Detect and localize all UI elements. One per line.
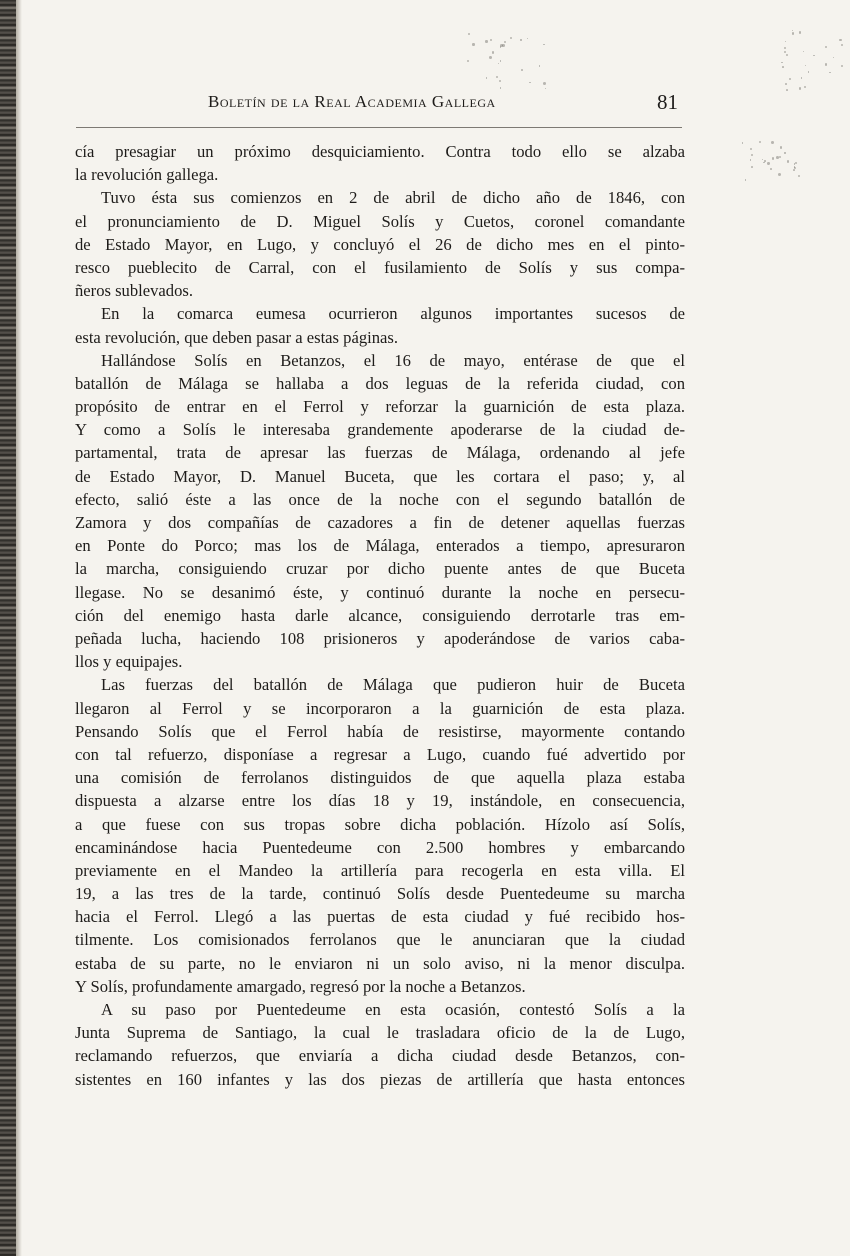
text-line: de Estado Mayor, D. Manuel Buceta, que les cortara el paso; y, al [75,466,685,486]
text-line: el pronunciamiento de D. Miguel Solís y Cuetos, coronel comandante [75,211,685,231]
scan-speckle [795,162,798,165]
scan-binding-shadow [16,0,22,1256]
scan-speckle [780,146,783,149]
text-line: ñeros sublevados. [75,281,193,301]
scan-speckle [500,87,501,88]
scan-speckle [772,157,775,160]
scan-speckle [808,71,809,72]
text-line: peñada lucha, haciendo 108 prisioneros y apoderándose de varios caba- [75,628,685,648]
scan-speckle [467,60,469,62]
scan-speckle [825,63,827,65]
page-number: 81 [657,90,678,114]
scan-speckle [786,89,788,91]
text-line: estaba de su parte, no le enviaron ni un solo aviso, ni la menor disculpa. [75,953,685,973]
scan-speckle [767,162,769,164]
scan-speckle [485,40,487,42]
text-line: a que fuese con sus tropas sobre dicha población. Hízolo así Solís, [75,814,685,834]
text-line: encaminándose hacia Puentedeume con 2.500 hombres y embarcando [75,837,685,857]
text-line: cía presagiar un próximo desquiciamiento. Contra todo ello se alzaba [75,142,685,161]
scan-speckle [784,152,785,153]
scan-speckle [496,76,498,78]
scan-speckle [801,77,802,78]
text-line: resco pueblecito de Carral, con el fusilamiento de Solís y sus compa- [75,257,685,277]
scan-binding-edge [0,0,16,1256]
scan-speckle [486,77,488,79]
scan-speckle [839,39,842,42]
scan-speckle [543,82,546,85]
scan-speckle [841,65,843,67]
scan-speckle [798,175,800,177]
scan-speckle [793,169,795,171]
scan-speckle [786,54,788,56]
scan-speckle [759,141,761,143]
scan-speckle [825,46,827,48]
scan-speckle [492,51,495,54]
scan-speckle [539,65,540,66]
scan-speckle [543,44,544,45]
scan-speckle [803,51,804,52]
text-line: previamente en el Mandeo la artillería para recogerla en esta villa. El [75,860,685,880]
scan-speckle [502,44,505,47]
scan-speckle [805,65,806,66]
text-line: A su paso por Puentedeume en esta ocasión, contestó Solís a la [101,1000,685,1020]
text-line: ción del enemigo hasta darle alcance, consiguiendo derrotarle tras em- [75,605,685,625]
scan-speckle [742,142,744,144]
scan-speckle [468,33,470,35]
scan-speckle [489,56,492,59]
scan-speckle [751,166,753,168]
scan-speckle [792,30,793,31]
scan-speckle [778,173,781,176]
scan-speckle [799,87,801,89]
scan-speckle [781,62,782,63]
scan-speckle [762,159,763,160]
text-line: una comisión de ferrolanos distinguidos de que aquella plaza estaba [75,768,685,788]
text-line: Tuvo ésta sus comienzos en 2 de abril de dicho año de 1846, con [101,188,685,208]
text-line: efecto, salió éste a las once de la noche con el segundo batallón de [75,489,685,509]
scan-speckle [771,141,774,144]
scan-speckle [498,63,499,64]
scan-speckle [751,154,754,157]
text-line: llegase. No se desanimó éste, y continuó durante la noche en persecu- [75,582,685,602]
scan-speckle [789,78,791,80]
scan-speckle [804,86,806,88]
scan-speckle [764,160,766,162]
scan-speckle [829,72,830,73]
text-line: en Ponte do Porco; mas los de Málaga, enterados a tiempo, apresuraron [75,536,685,556]
text-line: 19, a las tres de la tarde, continuó Solís desde Puentedeume su marcha [75,884,685,904]
scan-speckle [784,51,786,53]
text-line: de Estado Mayor, en Lugo, y concluyó el 26 de dicho mes en el pinto- [75,234,685,254]
text-line: partamental, trata de apresar las fuerzas de Málaga, ordenando al jefe [75,443,685,463]
scan-speckle [813,55,814,56]
scan-speckle [745,179,747,181]
scan-speckle [520,39,521,40]
running-title: Boletín de la Real Academia Gallega [208,92,496,111]
text-line: esta revolución, que deben pasar a estas páginas. [75,327,398,347]
running-header [208,92,678,118]
scan-speckle [785,41,786,42]
text-line: dispuesta a alzarse entre los días 18 y 19, instándole, en consecuencia, [75,791,685,811]
text-line: Y como a Solís le interesaba grandemente apoderarse de la ciudad de- [75,420,685,440]
scan-speckle [510,37,512,39]
text-line: Zamora y dos compañías de cazadores a fin de detener aquellas fuerzas [75,513,685,533]
body-text [75,140,685,1091]
text-line: Las fuerzas del batallón de Málaga que pudieron huir de Buceta [101,675,685,695]
scan-speckle [787,160,790,163]
text-line: hacia el Ferrol. Llegó a las puertas de esta ciudad y fué recibido hos- [75,907,685,927]
text-line: Hallándose Solís en Betanzos, el 16 de mayo, entérase de que el [101,350,685,370]
text-line: propósito de entrar en el Ferrol y reforzar la guarnición de esta plaza. [75,397,685,417]
text-line: reclamando refuerzos, que enviaría a dicha ciudad desde Betanzos, con- [75,1046,685,1066]
scan-speckle [500,60,501,61]
text-line: En la comarca eumesa ocurrieron algunos importantes sucesos de [101,304,685,324]
header-rule [76,127,682,128]
text-line: tilmente. Los comisionados ferrolanos que le anunciaran que la ciudad [75,930,685,950]
scan-speckle [527,38,528,39]
scan-speckle [782,66,784,68]
text-line: la revolución gallega. [75,165,219,185]
scan-speckle [833,57,834,58]
scan-speckle [499,80,501,82]
scan-speckle [472,43,474,45]
text-line: llegaron al Ferrol y se incorporaron a la guarnición de esta plaza. [75,698,685,718]
text-line: la marcha, consiguiendo cruzar por dicho puente antes de que Buceta [75,559,685,579]
scan-speckle [792,32,795,35]
scan-speckle [779,156,781,158]
scan-speckle [750,148,752,150]
scan-speckle [841,44,843,46]
scan-speckle [784,47,786,49]
text-line: Junta Suprema de Santiago, la cual le trasladara oficio de la de Lugo, [75,1023,685,1043]
text-line: llos y equipajes. [75,652,183,672]
scan-speckle [521,69,523,71]
scan-speckle [490,39,492,41]
text-line: con tal refuerzo, disponíase a regresar a Lugo, cuando fué advertido por [75,744,685,764]
scan-speckle [799,31,802,34]
scan-speckle [545,88,546,89]
text-line: batallón de Málaga se hallaba a dos leguas de la referida ciudad, con [75,373,685,393]
scan-speckle [750,159,751,160]
scan-speckle [504,41,506,43]
text-line: Pensando Solís que el Ferrol había de resistirse, mayormente contando [75,721,685,741]
text-line: sistentes en 160 infantes y las dos piezas de artillería que hasta entonces [75,1069,685,1089]
scan-speckle [529,82,531,84]
scan-speckle [776,156,779,159]
scan-speckle [785,83,787,85]
scan-speckle [770,168,772,170]
text-line: Y Solís, profundamente amargado, regresó por la noche a Betanzos. [75,976,526,996]
